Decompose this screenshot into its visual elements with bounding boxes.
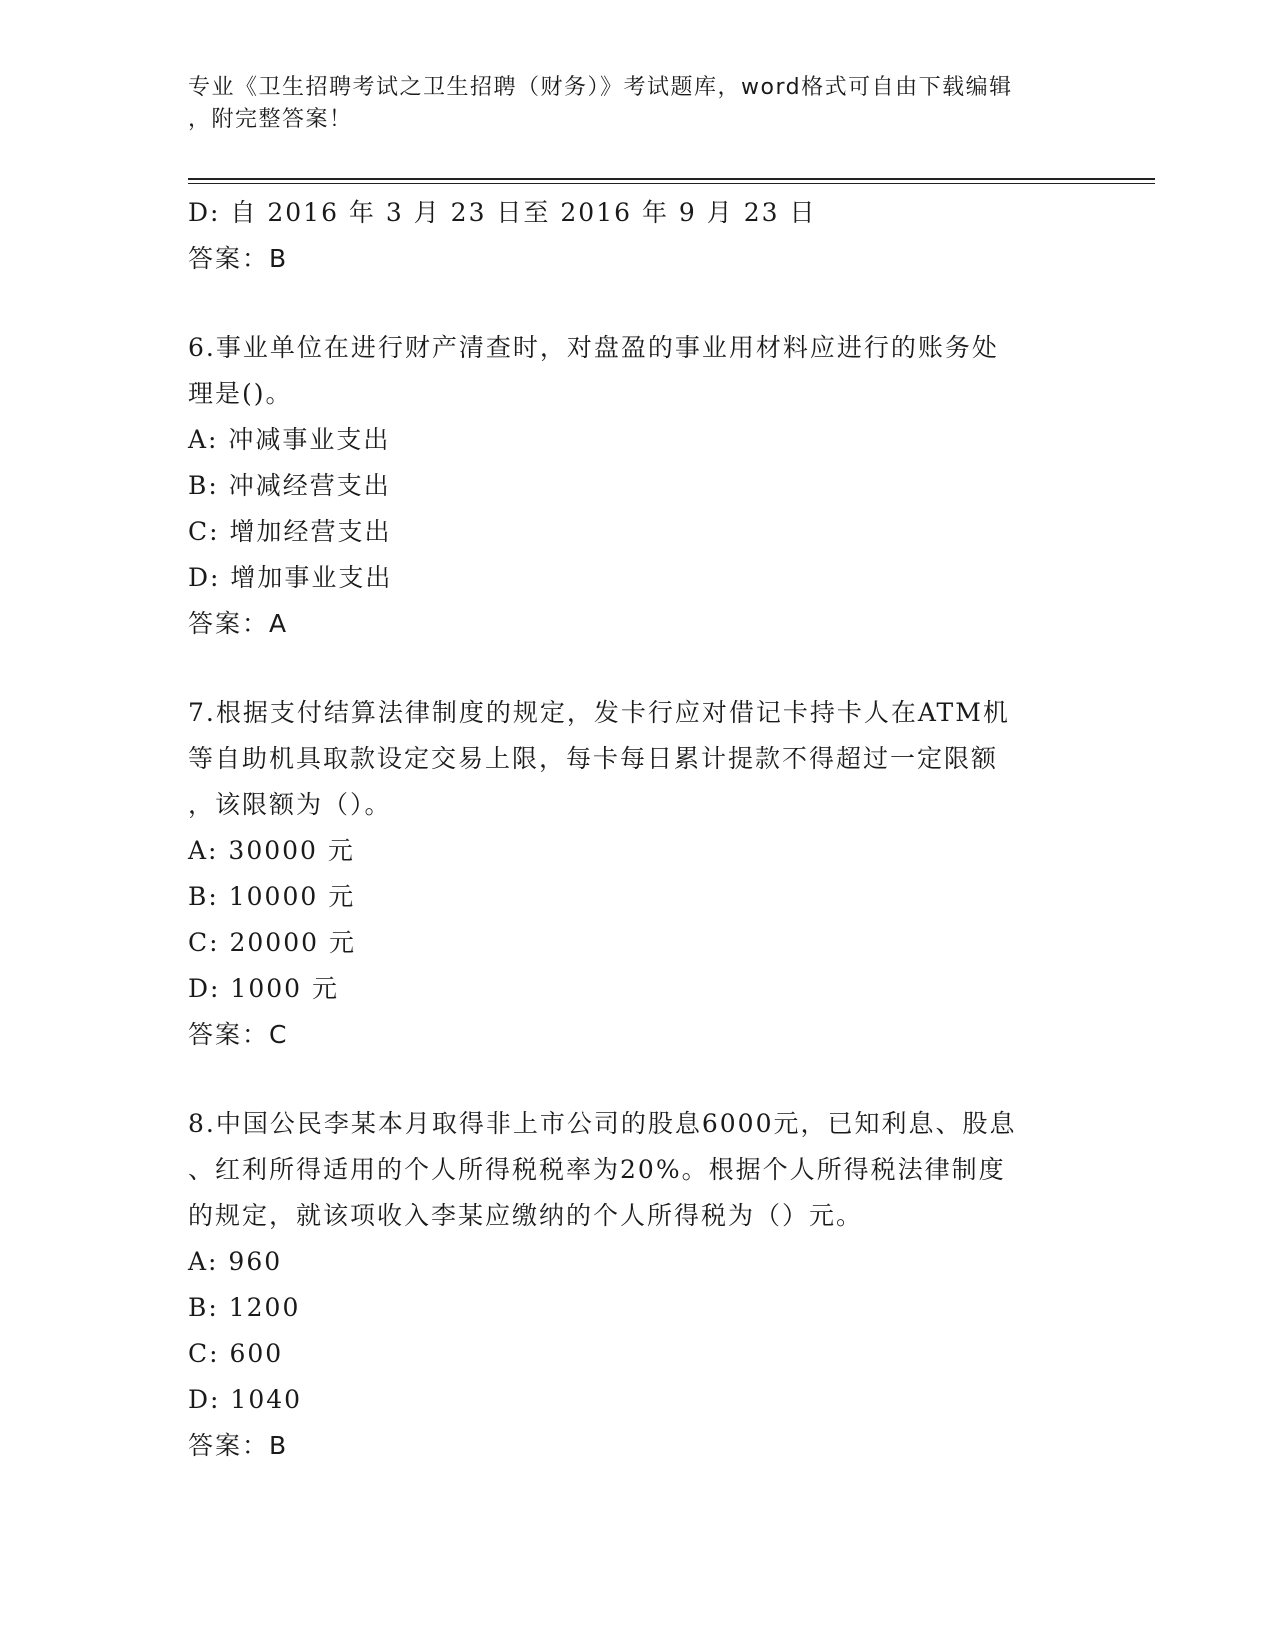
option-a: A: 冲减事业支出 xyxy=(188,425,391,454)
question-7 xyxy=(188,690,1068,1058)
answer: 答案：C xyxy=(188,1020,289,1049)
question-text-line: 、红利所得适用的个人所得税税率为20%。根据个人所得税法律制度 xyxy=(188,1155,1006,1184)
question-6 xyxy=(188,325,1068,647)
document-header xyxy=(188,72,1068,136)
question-text-line: 8.中国公民李某本月取得非上市公司的股息6000元，已知利息、股息 xyxy=(188,1109,1017,1138)
option-d: D: 增加事业支出 xyxy=(188,563,393,592)
option-d: D: 1000 元 xyxy=(188,974,339,1003)
spacer xyxy=(188,1058,1068,1101)
question-8 xyxy=(188,1101,1068,1469)
option-a: A: 960 xyxy=(188,1247,283,1276)
spacer xyxy=(188,282,1068,325)
option-b: B: 1200 xyxy=(188,1293,301,1322)
option-b: B: 10000 元 xyxy=(188,882,356,911)
option-b: B: 冲减经营支出 xyxy=(188,471,391,500)
answer: 答案：B xyxy=(188,244,289,273)
question-text-line: 6.事业单位在进行财产清查时，对盘盈的事业用材料应进行的账务处 xyxy=(188,333,999,362)
question-text-line: 理是()。 xyxy=(188,379,293,408)
option-c: C: 增加经营支出 xyxy=(188,517,392,546)
header-divider-thin xyxy=(188,183,1155,184)
option-d: D: 1040 xyxy=(188,1385,303,1414)
spacer xyxy=(188,647,1068,690)
question-text-line: 的规定，就该项收入李某应缴纳的个人所得税为（）元。 xyxy=(188,1201,864,1230)
question-text-line: ，该限额为（）。 xyxy=(188,790,392,819)
question-text-line: 等自助机具取款设定交易上限，每卡每日累计提款不得超过一定限额 xyxy=(188,744,999,773)
document-body xyxy=(188,190,1068,1469)
header-title-line-2: ，附完整答案！ xyxy=(188,107,353,132)
answer: 答案：A xyxy=(188,609,289,638)
header-title-line-1: 专业《卫生招聘考试之卫生招聘（财务）》考试题库，word格式可自由下载编辑 xyxy=(188,75,1013,100)
option-a: A: 30000 元 xyxy=(188,836,355,865)
option-d: D: 自 2016 年 3 月 23 日至 2016 年 9 月 23 日 xyxy=(188,198,817,227)
option-c: C: 20000 元 xyxy=(188,928,356,957)
answer: 答案：B xyxy=(188,1431,289,1460)
option-c: C: 600 xyxy=(188,1339,284,1368)
header-divider-thick xyxy=(188,178,1155,180)
question-text-line: 7.根据支付结算法律制度的规定，发卡行应对借记卡持卡人在ATM机 xyxy=(188,698,1010,727)
